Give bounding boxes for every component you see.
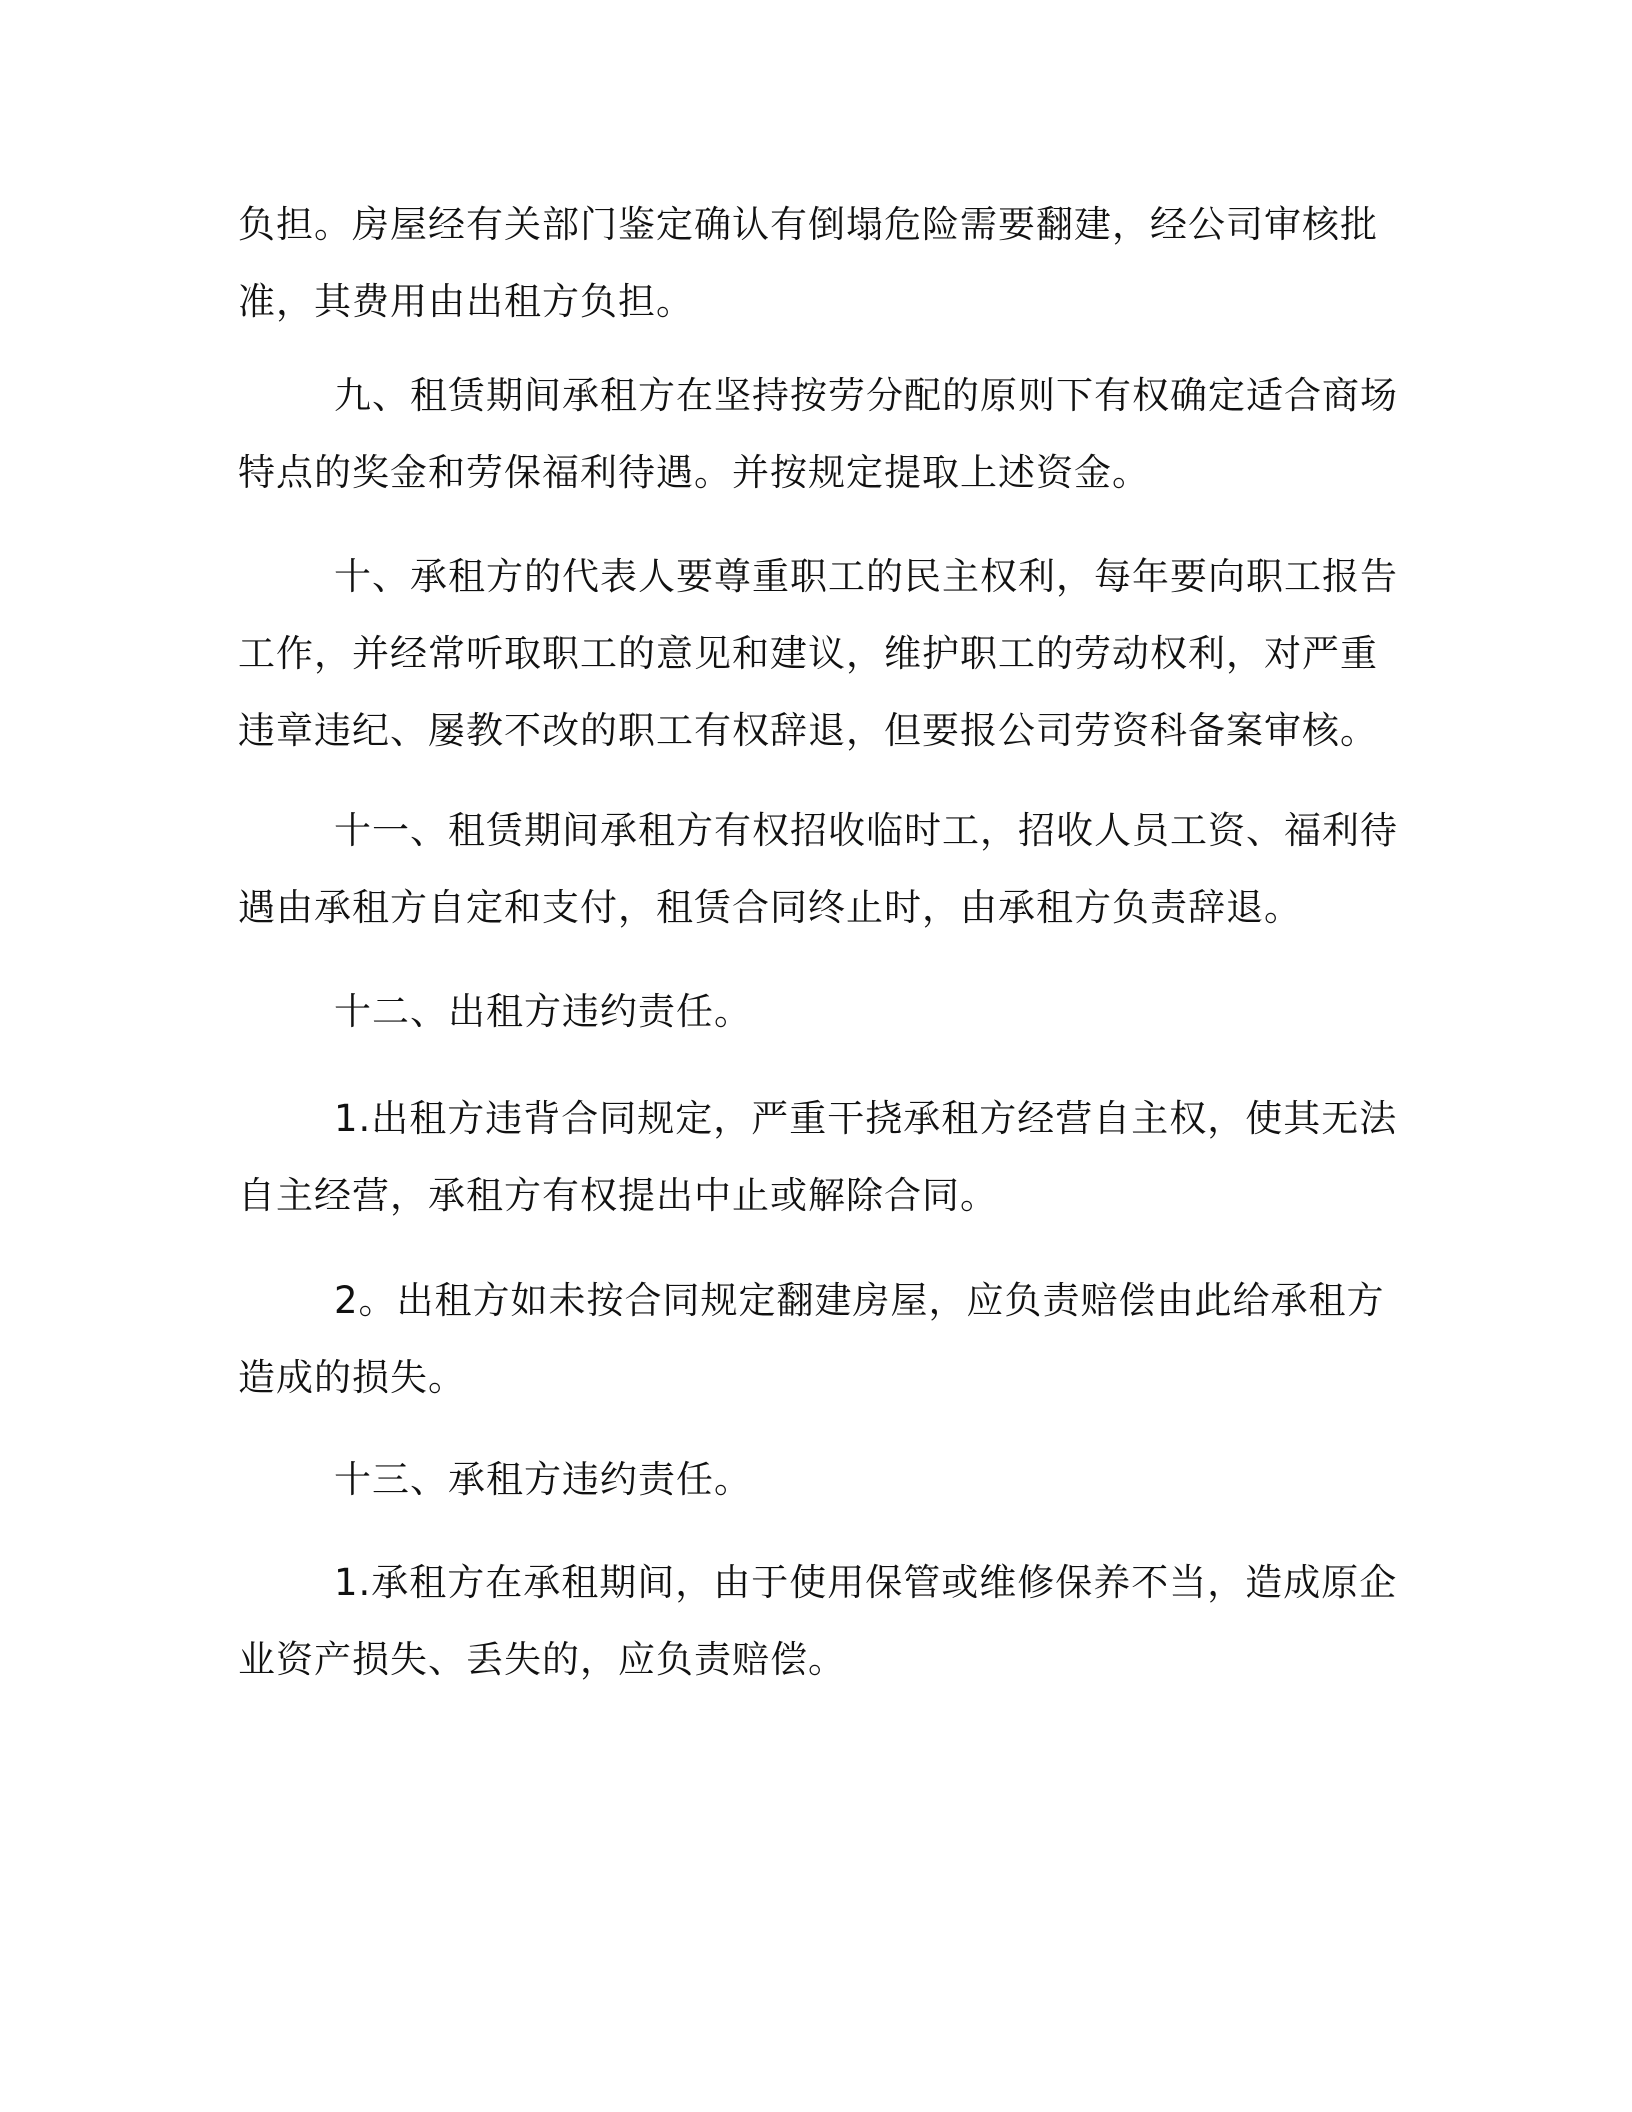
paragraph-clause-11: 十一、租赁期间承租方有权招收临时工，招收人员工资、福利待遇由承租方自定和支付，租赁合同终止时，由承租方负责辞退。	[238, 809, 1398, 929]
paragraph-clause-9: 九、租赁期间承租方在坚持按劳分配的原则下有权确定适合商场特点的奖金和劳保福利待遇。并按规定提取上述资金。	[238, 374, 1398, 494]
paragraph-clause-12-item-1: 1.出租方违背合同规定，严重干挠承租方经营自主权，使其无法自主经营，承租方有权提出中止或解除合同。	[238, 1097, 1398, 1217]
paragraph-clause-10: 十、承租方的代表人要尊重职工的民主权利，每年要向职工报告工作，并经常听取职工的意见和建议，维护职工的劳动权利，对严重违章违纪、屡教不改的职工有权辞退，但要报公司劳资科备案审核。	[238, 555, 1398, 752]
paragraph-clause-13-heading: 十三、承租方违约责任。	[334, 1458, 752, 1501]
paragraph-continuation: 负担。房屋经有关部门鉴定确认有倒塌危险需要翻建，经公司审核批准，其费用由出租方负担。	[238, 203, 1378, 323]
paragraph-clause-12-heading: 十二、出租方违约责任。	[334, 990, 752, 1033]
paragraph-clause-13-item-1: 1.承租方在承租期间，由于使用保管或维修保养不当，造成原企业资产损失、丢失的，应负责赔偿。	[238, 1561, 1398, 1681]
paragraph-clause-12-item-2: 2。出租方如未按合同规定翻建房屋，应负责赔偿由此给承租方造成的损失。	[238, 1279, 1385, 1399]
